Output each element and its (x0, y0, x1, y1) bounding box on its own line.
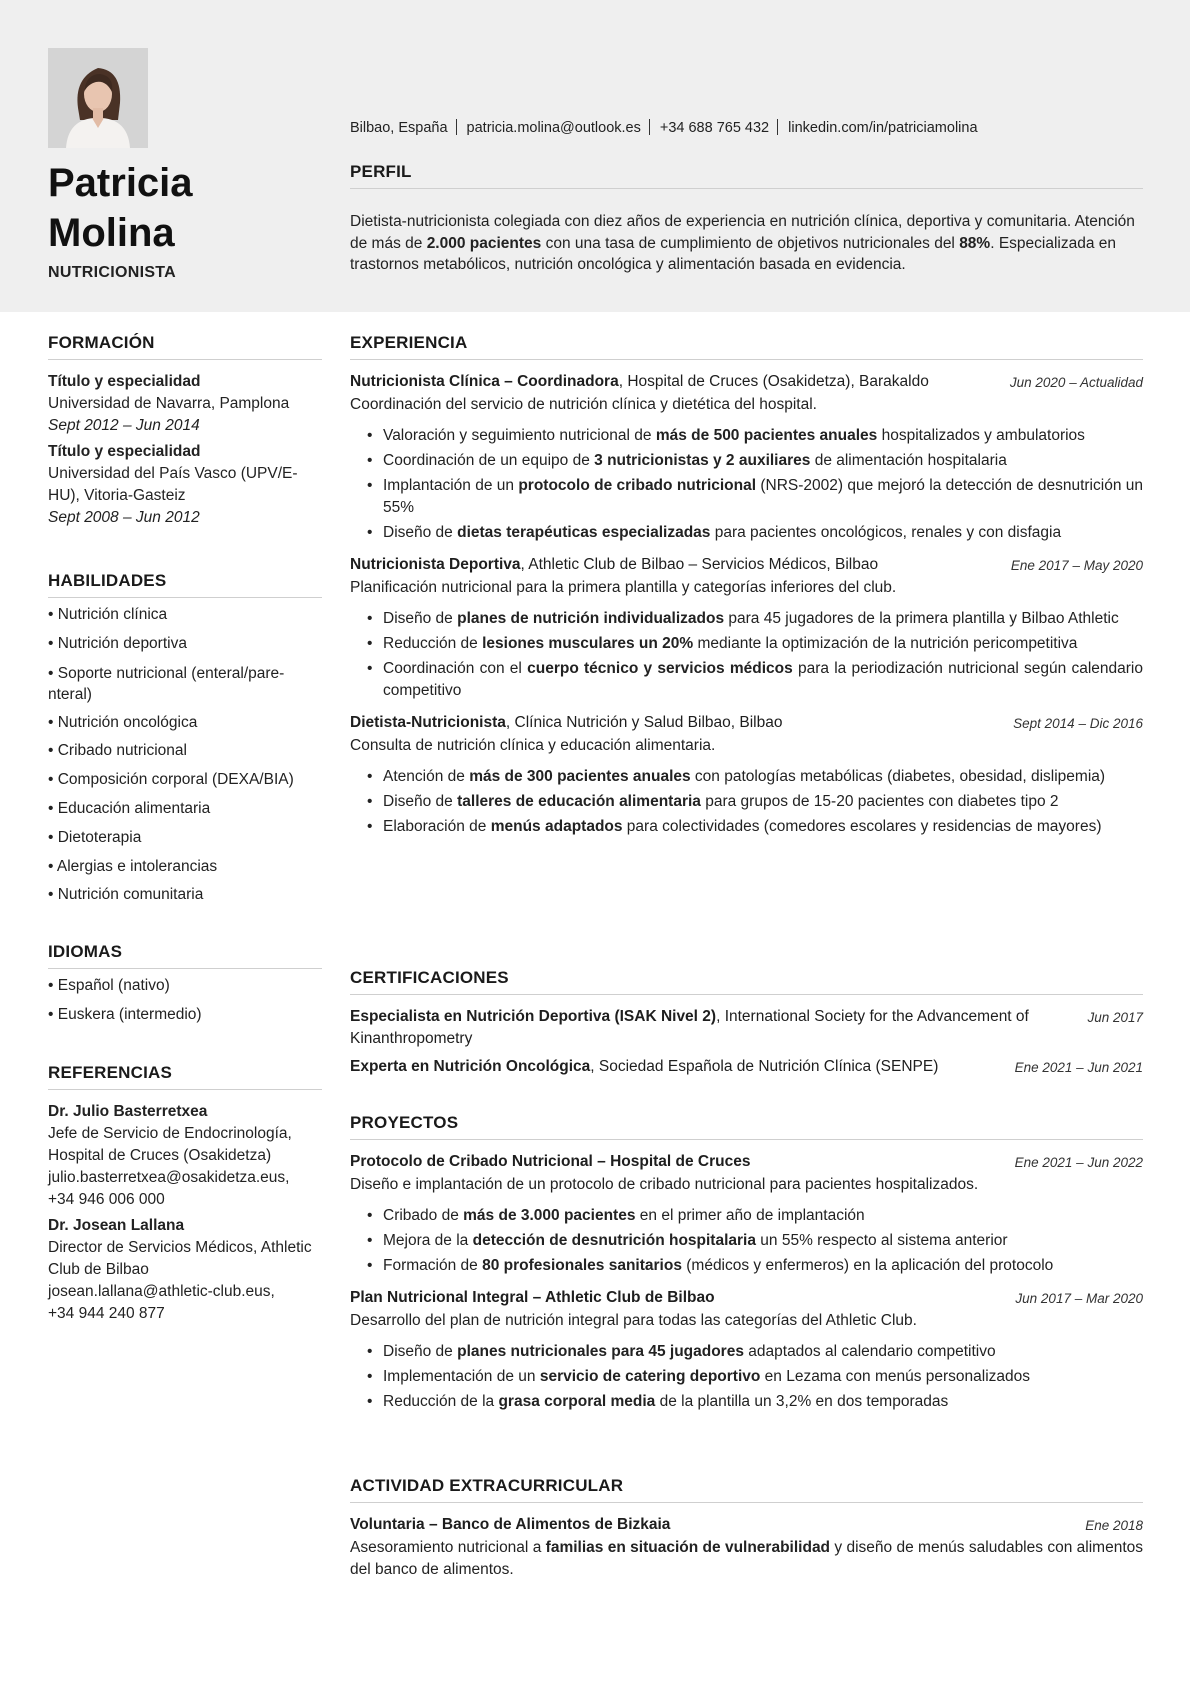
skill-item: • Composición corporal (DEXA/BIA) (48, 771, 294, 789)
section-idiomas (48, 942, 322, 1030)
section-extracurricular (350, 1476, 1143, 1581)
section-title-extracurricular: ACTIVIDAD EXTRACURRICULAR (350, 1476, 1143, 1503)
section-habilidades (48, 571, 322, 910)
section-referencias (48, 1063, 322, 1325)
bullet-item: • Diseño de planes nutricionales para 45 jugadores adaptados al calendario competitivo (350, 1341, 1143, 1363)
contact-linkedin[interactable]: linkedin.com/in/patriciamolina (788, 120, 978, 136)
section-proyectos (350, 1113, 1143, 1416)
skill-item: • Nutrición oncológica (48, 713, 198, 731)
header-band (0, 0, 1190, 312)
bullet-item: • Reducción de la grasa corporal media de la plantilla un 3,2% en dos temporadas (350, 1391, 1143, 1413)
section-title-proyectos: PROYECTOS (350, 1113, 1143, 1140)
contact-divider (649, 119, 650, 135)
bullet-item: • Atención de más de 300 pacientes anuales con patologías metabólicas (diabetes, obesidad, dislipemia) (350, 766, 1143, 788)
reference-email[interactable]: josean.lallana@athletic-club.eus, (48, 1283, 275, 1300)
bullet-item: • Reducción de lesiones musculares un 20% mediante la optimización de la nutrición pericompetitiva (350, 633, 1143, 655)
extracurricular-item: Voluntaria – Banco de Alimentos de Bizkaia Ene 2018 Asesoramiento nutricional a familias en situación de vulnerabilidad y diseño de menús saludables con alimentos del banco de alimentos. (350, 1516, 1143, 1578)
experience-item: Nutricionista Deportiva, Athletic Club de Bilbao – Servicios Médicos, Bilbao Ene 2017 – May 2020 Planificación nutricional para la primera plantilla y categorías inferiores del club. • Diseño de planes de nutrición individualizados para 45 jugadores de la primera plantilla y Bilbao Athletic • Reducción de lesiones musculares un 20% mediante la optimización de la nutrición pericompetitiva • Coordinación con el cuerpo técnico y servicios médicos para la periodización nutricional según calendario competitivo (350, 554, 1143, 702)
bullet-item: • Cribado de más de 3.000 pacientes en el primer año de implantación (350, 1205, 1143, 1227)
bullet-item: • Diseño de planes de nutrición individualizados para 45 jugadores de la primera plantilla y Bilbao Athletic (350, 608, 1143, 630)
experience-item: Dietista-Nutricionista, Clínica Nutrición y Salud Bilbao, Bilbao Sept 2014 – Dic 2016 Consulta de nutrición clínica y educación alimentaria. • Atención de más de 300 pacientes anuales con patologías metabólicas (diabetes, obesidad, dislipemia) • Diseño de talleres de educación alimentaria para grupos de 15-20 pacientes con diabetes tipo 2 • Elaboración de menús adaptados para colectividades (comedores escolares y residencias de mayores) (350, 712, 1143, 838)
contact-phone[interactable]: +34 688 765 432 (659, 120, 770, 136)
bullet-item: • Coordinación con el cuerpo técnico y servicios médicos para la periodización nutricional según calendario competitivo (350, 658, 1143, 702)
reference-item: Dr. Julio Basterretxea Jefe de Servicio de Endocrinología, Hospital de Cruces (Osakidetza) julio.basterretxea@osakidetza.eus, +34 946 006 000 (48, 1101, 322, 1211)
skill-item: • Dietoterapia (48, 828, 142, 846)
skill-item: • Nutrición clínica (48, 606, 168, 623)
skill-item: • Soporte nutricional (enteral/pare-nteral) (48, 664, 285, 703)
skill-item: • Educación alimentaria (48, 799, 211, 817)
experience-item: Nutricionista Clínica – Coordinadora, Hospital de Cruces (Osakidetza), Barakaldo Jun 2020 – Actualidad Coordinación del servicio de nutrición clínica y dietética del hospital. • Valoración y seguimiento nutricional de más de 500 pacientes anuales hospitalizados y ambulatorios • Coordinación de un equipo de 3 nutricionistas y 2 auxiliares de alimentación hospitalaria • Implantación de un protocolo de cribado nutricional (NRS-2002) que mejoró la detección de desnutrición un 55% • Diseño de dietas terapéuticas especializadas para pacientes oncológicos, renales y con disfagia (350, 371, 1143, 544)
reference-phone: +34 944 240 877 (48, 1305, 165, 1322)
skill-item: • Alergias e intolerancias (48, 857, 218, 875)
language-item: • Español (nativo) (48, 977, 170, 994)
perfil-text: Dietista-nutricionista colegiada con diez años de experiencia en nutrición clínica, deportiva y comunitaria. Atención de más de 2.000 pacientes con una tasa de cumplimiento de objetivos nutricionales del 88%. Especializada en trastornos metabólicos, nutrición oncológica y alimentación basada en evidencia. (350, 213, 1135, 273)
bullet-item: • Coordinación de un equipo de 3 nutricionistas y 2 auxiliares de alimentación hospitalaria (350, 450, 1143, 472)
project-item: Plan Nutricional Integral – Athletic Club de Bilbao Jun 2017 – Mar 2020 Desarrollo del plan de nutrición integral para todas las categorías del Athletic Club. • Diseño de planes nutricionales para 45 jugadores adaptados al calendario competitivo • Implementación de un servicio de catering deportivo en Lezama con menús personalizados • Reducción de la grasa corporal media de la plantilla un 3,2% en dos temporadas (350, 1287, 1143, 1413)
contact-location: Bilbao, España (350, 120, 448, 136)
candidate-name: Patricia Molina (48, 161, 193, 255)
certification-item: Experta en Nutrición Oncológica, Sociedad Española de Nutrición Clínica (SENPE) Ene 2021 – Jun 2021 (350, 1058, 1143, 1075)
section-title-perfil: PERFIL (350, 162, 1143, 189)
skill-item: • Nutrición comunitaria (48, 886, 204, 904)
section-title-experiencia: EXPERIENCIA (350, 333, 1143, 360)
certification-item: Especialista en Nutrición Deportiva (ISAK Nivel 2), International Society for the Advancement of Kinanthropometry Jun 2017 (350, 1008, 1143, 1047)
bullet-item: • Implementación de un servicio de catering deportivo en Lezama con menús personalizados (350, 1366, 1143, 1388)
job-title: NUTRICIONISTA (48, 264, 177, 281)
bullet-item: • Diseño de talleres de educación alimentaria para grupos de 15-20 pacientes con diabetes tipo 2 (350, 791, 1143, 813)
section-title-habilidades: HABILIDADES (48, 571, 322, 598)
bullet-item: • Implantación de un protocolo de cribado nutricional (NRS-2002) que mejoró la detección de desnutrición un 55% (350, 475, 1143, 519)
contact-divider (456, 119, 457, 135)
reference-phone: +34 946 006 000 (48, 1191, 165, 1208)
bullet-item: • Diseño de dietas terapéuticas especializadas para pacientes oncológicos, renales y con disfagia (350, 522, 1143, 544)
profile-photo (48, 48, 148, 148)
section-experiencia (350, 333, 1143, 841)
section-title-referencias: REFERENCIAS (48, 1063, 322, 1090)
bullet-item: • Valoración y seguimiento nutricional de más de 500 pacientes anuales hospitalizados y ambulatorios (350, 425, 1143, 447)
education-item: Título y especialidad Universidad de Navarra, Pamplona Sept 2012 – Jun 2014 (48, 373, 290, 434)
reference-item: Dr. Josean Lallana Director de Servicios Médicos, Athletic Club de Bilbao josean.lallana@athletic-club.eus, +34 944 240 877 (48, 1215, 322, 1325)
education-item: Título y especialidad Universidad del País Vasco (UPV/E-HU), Vitoria-Gasteiz Sept 2008 – Jun 2012 (48, 443, 298, 526)
contact-line (350, 119, 978, 136)
reference-email[interactable]: julio.basterretxea@osakidetza.eus, (48, 1169, 290, 1186)
section-title-certificaciones: CERTIFICACIONES (350, 968, 1143, 995)
skill-item: • Nutrición deportiva (48, 634, 187, 652)
bullet-item: • Elaboración de menús adaptados para colectividades (comedores escolares y residencias de mayores) (350, 816, 1143, 838)
skill-item: • Cribado nutricional (48, 742, 187, 760)
section-certificaciones (350, 968, 1143, 1079)
contact-email[interactable]: patricia.molina@outlook.es (466, 120, 641, 136)
bullet-item: • Formación de 80 profesionales sanitarios (médicos y enfermeros) en la aplicación del protocolo (350, 1255, 1143, 1277)
language-item: • Euskera (intermedio) (48, 1005, 202, 1023)
project-item: Protocolo de Cribado Nutricional – Hospital de Cruces Ene 2021 – Jun 2022 Diseño e implantación de un protocolo de cribado nutricional para pacientes hospitalizados. • Cribado de más de 3.000 pacientes en el primer año de implantación • Mejora de la detección de desnutrición hospitalaria un 55% respecto al sistema anterior • Formación de 80 profesionales sanitarios (médicos y enfermeros) en la aplicación del protocolo (350, 1151, 1143, 1277)
section-formacion (48, 333, 322, 529)
section-title-formacion: FORMACIÓN (48, 333, 322, 360)
section-title-idiomas: IDIOMAS (48, 942, 322, 969)
contact-divider (777, 119, 778, 135)
bullet-item: • Mejora de la detección de desnutrición hospitalaria un 55% respecto al sistema anterior (350, 1230, 1143, 1252)
